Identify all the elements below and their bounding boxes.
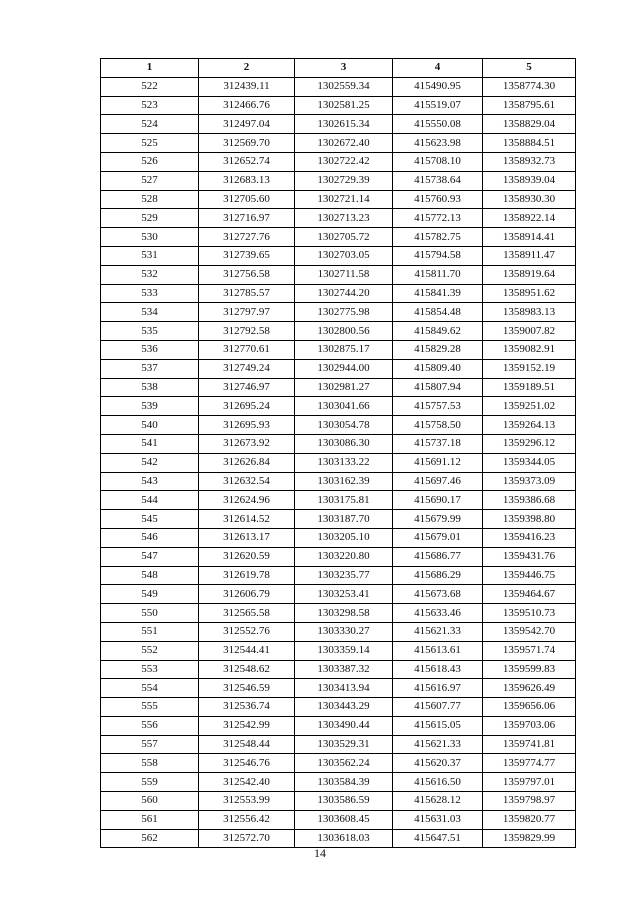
table-cell-col-3: 1302775.98 (295, 303, 393, 322)
table-cell-col-1: 529 (101, 209, 199, 228)
table-cell-col-1: 528 (101, 190, 199, 209)
table-cell-col-5: 1359007.82 (483, 322, 576, 341)
table-cell-col-2: 312770.61 (199, 340, 295, 359)
table-cell-col-5: 1359251.02 (483, 397, 576, 416)
table-cell-col-2: 312746.97 (199, 378, 295, 397)
table-cell-col-2: 312673.92 (199, 434, 295, 453)
table-cell-col-3: 1303235.77 (295, 566, 393, 585)
table-cell-col-1: 551 (101, 622, 199, 641)
table-cell-col-1: 556 (101, 716, 199, 735)
table-cell-col-2: 312739.65 (199, 246, 295, 265)
table-cell-col-4: 415620.37 (393, 754, 483, 773)
table-cell-col-4: 415691.12 (393, 453, 483, 472)
table-cell-col-2: 312536.74 (199, 698, 295, 717)
table-cell-col-5: 1358795.61 (483, 96, 576, 115)
table-cell-col-2: 312652.74 (199, 152, 295, 171)
table-cell-col-3: 1303330.27 (295, 622, 393, 641)
table-cell-col-3: 1303086.30 (295, 434, 393, 453)
table-cell-col-1: 532 (101, 265, 199, 284)
table-cell-col-4: 415631.03 (393, 810, 483, 829)
table-cell-col-3: 1303413.94 (295, 679, 393, 698)
table-row (101, 228, 576, 247)
table-row (101, 528, 576, 547)
table-row (101, 472, 576, 491)
table-cell-col-2: 312756.58 (199, 265, 295, 284)
table-cell-col-1: 560 (101, 792, 199, 811)
table-cell-col-3: 1302703.05 (295, 246, 393, 265)
table-cell-col-2: 312792.58 (199, 322, 295, 341)
table-cell-col-4: 415809.40 (393, 359, 483, 378)
table-cell-col-5: 1359829.99 (483, 829, 576, 848)
table-cell-col-5: 1359373.09 (483, 472, 576, 491)
table-cell-col-5: 1358829.04 (483, 115, 576, 134)
table-cell-col-5: 1359703.06 (483, 716, 576, 735)
table-cell-col-5: 1359152.19 (483, 359, 576, 378)
table-cell-col-5: 1359774.77 (483, 754, 576, 773)
table-row (101, 510, 576, 529)
table-cell-col-5: 1358983.13 (483, 303, 576, 322)
table-cell-col-4: 415490.95 (393, 77, 483, 96)
table-row (101, 547, 576, 566)
table-cell-col-1: 547 (101, 547, 199, 566)
table-cell-col-1: 557 (101, 735, 199, 754)
table-cell-col-5: 1359446.75 (483, 566, 576, 585)
table-cell-col-2: 312497.04 (199, 115, 295, 134)
table-cell-col-3: 1303562.24 (295, 754, 393, 773)
table-cell-col-1: 533 (101, 284, 199, 303)
header-cell-5: 5 (483, 59, 576, 78)
table-cell-col-2: 312705.60 (199, 190, 295, 209)
table-cell-col-2: 312727.76 (199, 228, 295, 247)
table-cell-col-3: 1303529.31 (295, 735, 393, 754)
table-cell-col-3: 1303586.59 (295, 792, 393, 811)
table-cell-col-2: 312624.96 (199, 491, 295, 510)
table-cell-col-2: 312546.76 (199, 754, 295, 773)
table-cell-col-1: 536 (101, 340, 199, 359)
table-row (101, 152, 576, 171)
table-cell-col-4: 415794.58 (393, 246, 483, 265)
header-cell-4: 4 (393, 59, 483, 78)
table-row (101, 359, 576, 378)
table-row (101, 660, 576, 679)
table-cell-col-4: 415849.62 (393, 322, 483, 341)
table-row (101, 416, 576, 435)
table-cell-col-4: 415673.68 (393, 585, 483, 604)
table-cell-col-3: 1303054.78 (295, 416, 393, 435)
table-cell-col-1: 554 (101, 679, 199, 698)
table-cell-col-3: 1303220.80 (295, 547, 393, 566)
table-cell-col-2: 312606.79 (199, 585, 295, 604)
table-cell-col-4: 415697.46 (393, 472, 483, 491)
table-cell-col-4: 415616.97 (393, 679, 483, 698)
table-row (101, 434, 576, 453)
table-row (101, 77, 576, 96)
table-cell-col-4: 415760.93 (393, 190, 483, 209)
table-cell-col-5: 1359386.68 (483, 491, 576, 510)
table-row (101, 622, 576, 641)
table-cell-col-2: 312695.93 (199, 416, 295, 435)
table-cell-col-4: 415807.94 (393, 378, 483, 397)
table-cell-col-1: 523 (101, 96, 199, 115)
table-row (101, 209, 576, 228)
table-row (101, 378, 576, 397)
table-cell-col-3: 1303133.22 (295, 453, 393, 472)
table-cell-col-3: 1303618.03 (295, 829, 393, 848)
table-row (101, 246, 576, 265)
table-cell-col-1: 548 (101, 566, 199, 585)
table-cell-col-3: 1303205.10 (295, 528, 393, 547)
table-cell-col-5: 1359820.77 (483, 810, 576, 829)
table-cell-col-4: 415772.13 (393, 209, 483, 228)
table-cell-col-3: 1303490.44 (295, 716, 393, 735)
table-cell-col-1: 553 (101, 660, 199, 679)
table-cell-col-5: 1359656.06 (483, 698, 576, 717)
table-cell-col-3: 1303584.39 (295, 773, 393, 792)
table-cell-col-1: 526 (101, 152, 199, 171)
table-cell-col-3: 1302615.34 (295, 115, 393, 134)
table-cell-col-4: 415621.33 (393, 622, 483, 641)
table-cell-col-1: 522 (101, 77, 199, 96)
table-cell-col-4: 415623.98 (393, 134, 483, 153)
table-cell-col-5: 1359189.51 (483, 378, 576, 397)
table-cell-col-5: 1358922.14 (483, 209, 576, 228)
table-cell-col-1: 546 (101, 528, 199, 547)
table-cell-col-4: 415615.05 (393, 716, 483, 735)
table-row (101, 397, 576, 416)
table-cell-col-2: 312544.41 (199, 641, 295, 660)
table-cell-col-3: 1302721.14 (295, 190, 393, 209)
table-cell-col-3: 1303298.58 (295, 604, 393, 623)
table-cell-col-4: 415679.01 (393, 528, 483, 547)
table-row (101, 284, 576, 303)
table-row (101, 735, 576, 754)
table-cell-col-3: 1302981.27 (295, 378, 393, 397)
table-cell-col-5: 1359510.73 (483, 604, 576, 623)
table-row (101, 265, 576, 284)
table-cell-col-5: 1359626.49 (483, 679, 576, 698)
table-cell-col-2: 312716.97 (199, 209, 295, 228)
table-cell-col-3: 1302713.23 (295, 209, 393, 228)
table-cell-col-5: 1359344.05 (483, 453, 576, 472)
table-cell-col-3: 1302705.72 (295, 228, 393, 247)
table-cell-col-4: 415613.61 (393, 641, 483, 660)
table-cell-col-2: 312785.57 (199, 284, 295, 303)
header-cell-2: 2 (199, 59, 295, 78)
table-row (101, 566, 576, 585)
table-row (101, 322, 576, 341)
table-cell-col-2: 312619.78 (199, 566, 295, 585)
table-cell-col-4: 415757.53 (393, 397, 483, 416)
table-header (101, 59, 576, 78)
table-cell-col-3: 1302581.25 (295, 96, 393, 115)
table-cell-col-4: 415758.50 (393, 416, 483, 435)
table-row (101, 96, 576, 115)
table-cell-col-1: 543 (101, 472, 199, 491)
table-cell-col-5: 1358911.47 (483, 246, 576, 265)
table-cell-col-1: 527 (101, 171, 199, 190)
table-cell-col-4: 415550.08 (393, 115, 483, 134)
table-cell-col-5: 1359431.76 (483, 547, 576, 566)
table-cell-col-3: 1302944.00 (295, 359, 393, 378)
table-cell-col-2: 312620.59 (199, 547, 295, 566)
header-cell-1: 1 (101, 59, 199, 78)
table-cell-col-5: 1358932.73 (483, 152, 576, 171)
table-row (101, 453, 576, 472)
table-cell-col-3: 1302722.42 (295, 152, 393, 171)
table-cell-col-1: 555 (101, 698, 199, 717)
table-cell-col-3: 1303387.32 (295, 660, 393, 679)
table-row (101, 604, 576, 623)
table-cell-col-3: 1303253.41 (295, 585, 393, 604)
table-cell-col-2: 312542.99 (199, 716, 295, 735)
table-cell-col-5: 1359542.70 (483, 622, 576, 641)
table-cell-col-1: 552 (101, 641, 199, 660)
table-row (101, 754, 576, 773)
table-cell-col-4: 415829.28 (393, 340, 483, 359)
table-cell-col-1: 549 (101, 585, 199, 604)
table-cell-col-5: 1358774.30 (483, 77, 576, 96)
table-cell-col-3: 1302672.40 (295, 134, 393, 153)
table-row (101, 340, 576, 359)
table-cell-col-3: 1302559.34 (295, 77, 393, 96)
table-cell-col-5: 1359264.13 (483, 416, 576, 435)
table-cell-col-2: 312797.97 (199, 303, 295, 322)
table-row (101, 303, 576, 322)
table-cell-col-1: 534 (101, 303, 199, 322)
table-cell-col-4: 415841.39 (393, 284, 483, 303)
table-cell-col-5: 1358919.64 (483, 265, 576, 284)
table-row (101, 491, 576, 510)
header-cell-3: 3 (295, 59, 393, 78)
table-cell-col-2: 312632.54 (199, 472, 295, 491)
table-cell-col-5: 1359599.83 (483, 660, 576, 679)
table-cell-col-2: 312466.76 (199, 96, 295, 115)
table-cell-col-4: 415690.17 (393, 491, 483, 510)
table-cell-col-4: 415686.77 (393, 547, 483, 566)
table-row (101, 679, 576, 698)
table-cell-col-1: 531 (101, 246, 199, 265)
table-cell-col-3: 1303187.70 (295, 510, 393, 529)
table-cell-col-5: 1359082.91 (483, 340, 576, 359)
table-cell-col-4: 415708.10 (393, 152, 483, 171)
table-cell-col-1: 559 (101, 773, 199, 792)
table-cell-col-2: 312683.13 (199, 171, 295, 190)
table-cell-col-1: 537 (101, 359, 199, 378)
table-cell-col-1: 525 (101, 134, 199, 153)
table-cell-col-2: 312614.52 (199, 510, 295, 529)
table-cell-col-4: 415519.07 (393, 96, 483, 115)
table-cell-col-5: 1359416.23 (483, 528, 576, 547)
table-cell-col-2: 312569.70 (199, 134, 295, 153)
table-cell-col-3: 1303608.45 (295, 810, 393, 829)
table-cell-col-2: 312572.70 (199, 829, 295, 848)
table-row (101, 773, 576, 792)
table-cell-col-3: 1302729.39 (295, 171, 393, 190)
table-cell-col-1: 562 (101, 829, 199, 848)
table-cell-col-4: 415679.99 (393, 510, 483, 529)
table-cell-col-5: 1359798.97 (483, 792, 576, 811)
table-cell-col-4: 415618.43 (393, 660, 483, 679)
table-cell-col-2: 312439.11 (199, 77, 295, 96)
table-cell-col-2: 312548.44 (199, 735, 295, 754)
table-cell-col-4: 415628.12 (393, 792, 483, 811)
table-row (101, 641, 576, 660)
table-cell-col-1: 561 (101, 810, 199, 829)
table-row (101, 115, 576, 134)
table-cell-col-1: 530 (101, 228, 199, 247)
table-cell-col-4: 415738.64 (393, 171, 483, 190)
table-row (101, 792, 576, 811)
table-body (101, 77, 576, 848)
table-cell-col-2: 312542.40 (199, 773, 295, 792)
table-cell-col-1: 524 (101, 115, 199, 134)
table-cell-col-4: 415854.48 (393, 303, 483, 322)
table-cell-col-2: 312552.76 (199, 622, 295, 641)
table-cell-col-5: 1359741.81 (483, 735, 576, 754)
table-cell-col-5: 1358914.41 (483, 228, 576, 247)
table-cell-col-1: 535 (101, 322, 199, 341)
table-cell-col-4: 415811.70 (393, 265, 483, 284)
table-cell-col-5: 1358884.51 (483, 134, 576, 153)
table-cell-col-3: 1302875.17 (295, 340, 393, 359)
table-cell-col-2: 312695.24 (199, 397, 295, 416)
table-cell-col-1: 540 (101, 416, 199, 435)
table-cell-col-5: 1358930.30 (483, 190, 576, 209)
table-cell-col-1: 541 (101, 434, 199, 453)
table-cell-col-3: 1302800.56 (295, 322, 393, 341)
header-row (101, 59, 576, 78)
table-cell-col-5: 1358939.04 (483, 171, 576, 190)
table-cell-col-4: 415686.29 (393, 566, 483, 585)
coordinates-table (100, 58, 576, 848)
table-row (101, 190, 576, 209)
table-cell-col-1: 539 (101, 397, 199, 416)
page-number: 14 (314, 846, 326, 860)
table-cell-col-3: 1302711.58 (295, 265, 393, 284)
table-cell-col-2: 312749.24 (199, 359, 295, 378)
table-cell-col-3: 1303359.14 (295, 641, 393, 660)
table-row (101, 585, 576, 604)
table-cell-col-5: 1359797.01 (483, 773, 576, 792)
table-cell-col-4: 415621.33 (393, 735, 483, 754)
table-row (101, 716, 576, 735)
table-row (101, 810, 576, 829)
table-cell-col-4: 415633.46 (393, 604, 483, 623)
table-cell-col-1: 544 (101, 491, 199, 510)
table-cell-col-2: 312556.42 (199, 810, 295, 829)
table-cell-col-4: 415616.50 (393, 773, 483, 792)
table-cell-col-1: 542 (101, 453, 199, 472)
table-cell-col-5: 1359571.74 (483, 641, 576, 660)
table-cell-col-5: 1359464.67 (483, 585, 576, 604)
table-cell-col-1: 550 (101, 604, 199, 623)
table-cell-col-4: 415647.51 (393, 829, 483, 848)
table-cell-col-4: 415607.77 (393, 698, 483, 717)
table-row (101, 134, 576, 153)
table-cell-col-4: 415737.18 (393, 434, 483, 453)
table-cell-col-2: 312613.17 (199, 528, 295, 547)
table-cell-col-2: 312626.84 (199, 453, 295, 472)
table-cell-col-5: 1358951.62 (483, 284, 576, 303)
table-cell-col-3: 1302744.20 (295, 284, 393, 303)
table-cell-col-2: 312553.99 (199, 792, 295, 811)
table-cell-col-5: 1359398.80 (483, 510, 576, 529)
table-cell-col-3: 1303175.81 (295, 491, 393, 510)
table-cell-col-3: 1303041.66 (295, 397, 393, 416)
table-cell-col-4: 415782.75 (393, 228, 483, 247)
table-row (101, 171, 576, 190)
table-row (101, 698, 576, 717)
table-cell-col-2: 312546.59 (199, 679, 295, 698)
table-cell-col-1: 558 (101, 754, 199, 773)
table-cell-col-2: 312565.58 (199, 604, 295, 623)
table-cell-col-3: 1303443.29 (295, 698, 393, 717)
table-cell-col-1: 538 (101, 378, 199, 397)
table-cell-col-3: 1303162.39 (295, 472, 393, 491)
table-cell-col-1: 545 (101, 510, 199, 529)
table-cell-col-2: 312548.62 (199, 660, 295, 679)
table-cell-col-5: 1359296.12 (483, 434, 576, 453)
